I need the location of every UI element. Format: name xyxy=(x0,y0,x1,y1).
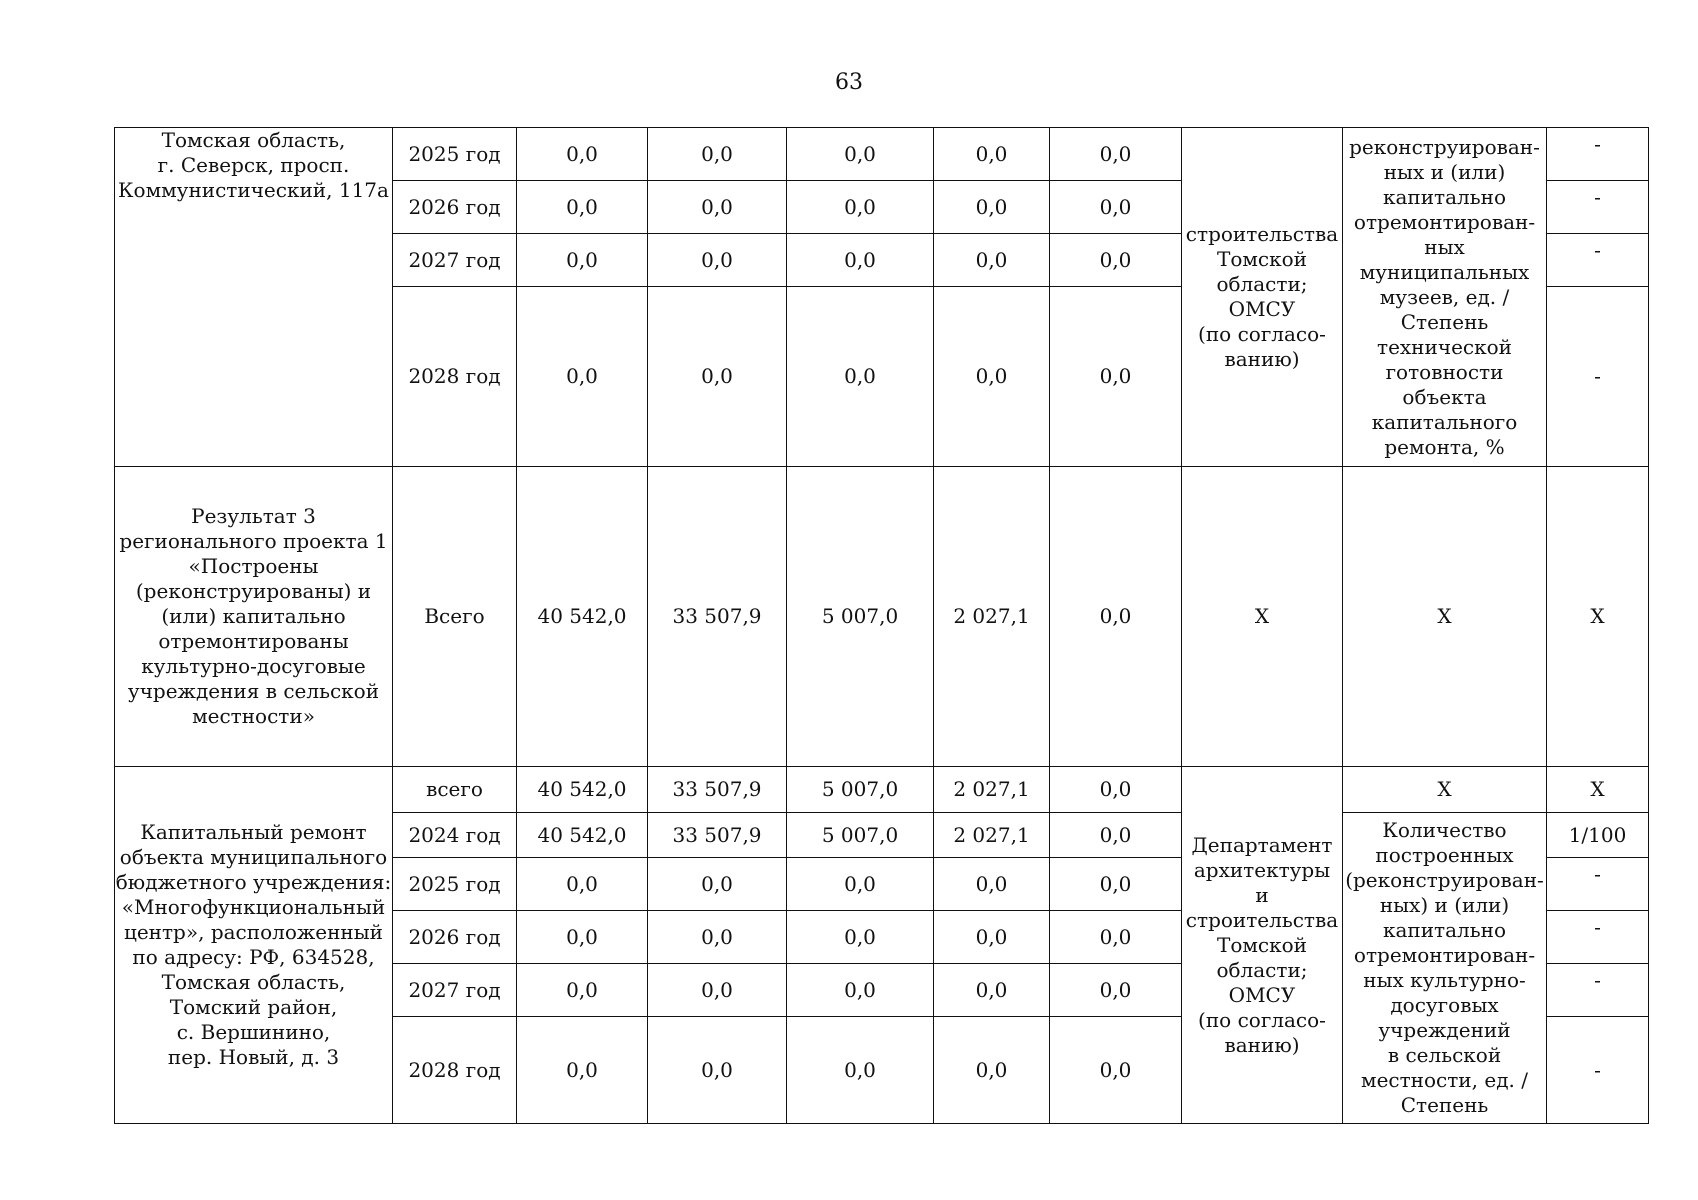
responsible-cell: Департамент архитектуры и строительства Томской области; ОМСУ (по согласо- ванию) xyxy=(1182,767,1343,1124)
period-cell: 2028 год xyxy=(393,287,517,467)
target-cell: - xyxy=(1547,287,1649,467)
value-cell: 0,0 xyxy=(1050,767,1182,813)
value-cell: 0,0 xyxy=(934,1017,1050,1124)
indicator-cell: Количество построенных (реконструирован- ных) и (или) капитально отремонтирован- ных культурно- досуговых учреждений в сельской местности, ед. / Степень xyxy=(1343,813,1547,1124)
value-cell: 0,0 xyxy=(1050,181,1182,234)
value-cell: 0,0 xyxy=(648,287,787,467)
value-cell: 0,0 xyxy=(934,234,1050,287)
value-cell: 33 507,9 xyxy=(648,767,787,813)
value-cell: 0,0 xyxy=(1050,964,1182,1017)
value-cell: 0,0 xyxy=(648,911,787,964)
value-cell: 40 542,0 xyxy=(517,467,648,767)
value-cell: 0,0 xyxy=(1050,234,1182,287)
budget-table xyxy=(114,127,1649,1124)
value-cell: 0,0 xyxy=(787,181,934,234)
value-cell: 2 027,1 xyxy=(934,767,1050,813)
period-cell: 2027 год xyxy=(393,964,517,1017)
value-cell: 0,0 xyxy=(1050,858,1182,911)
value-cell: 0,0 xyxy=(648,181,787,234)
value-cell: 0,0 xyxy=(934,858,1050,911)
value-cell: 5 007,0 xyxy=(787,467,934,767)
table-row xyxy=(115,467,1649,767)
period-cell: 2026 год xyxy=(393,911,517,964)
value-cell: 5 007,0 xyxy=(787,813,934,858)
indicator-cell: реконструирован- ных и (или) капитально отремонтирован- ных муниципальных музеев, ед. / Степень технической готовности объекта капитального ремонта, % xyxy=(1343,128,1547,467)
value-cell: 0,0 xyxy=(517,964,648,1017)
period-cell: 2026 год xyxy=(393,181,517,234)
value-cell: 0,0 xyxy=(934,181,1050,234)
value-cell: 0,0 xyxy=(1050,911,1182,964)
target-cell: Х xyxy=(1547,467,1649,767)
value-cell: 0,0 xyxy=(648,858,787,911)
object-name-cell: Томская область, г. Северск, просп. Коммунистический, 117а xyxy=(115,128,393,467)
target-cell: - xyxy=(1547,234,1649,287)
value-cell: 0,0 xyxy=(934,128,1050,181)
value-cell: 2 027,1 xyxy=(934,467,1050,767)
table-row xyxy=(115,767,1649,813)
value-cell: 33 507,9 xyxy=(648,467,787,767)
period-cell: всего xyxy=(393,767,517,813)
value-cell: 0,0 xyxy=(1050,1017,1182,1124)
value-cell: 0,0 xyxy=(1050,287,1182,467)
value-cell: 0,0 xyxy=(517,1017,648,1124)
value-cell: 0,0 xyxy=(787,1017,934,1124)
target-cell: - xyxy=(1547,911,1649,964)
result-name-cell: Результат 3 регионального проекта 1 «Построены (реконструированы) и (или) капитально отремонтированы культурно-досуговые учреждения в сельской местности» xyxy=(115,467,393,767)
period-cell: 2025 год xyxy=(393,858,517,911)
table-row xyxy=(115,128,1649,181)
target-cell: - xyxy=(1547,1017,1649,1124)
responsible-cell: Х xyxy=(1182,467,1343,767)
period-cell: 2024 год xyxy=(393,813,517,858)
responsible-cell: строительства Томской области; ОМСУ (по согласо- ванию) xyxy=(1182,128,1343,467)
value-cell: 0,0 xyxy=(787,128,934,181)
indicator-cell: Х xyxy=(1343,467,1547,767)
value-cell: 40 542,0 xyxy=(517,813,648,858)
value-cell: 0,0 xyxy=(1050,813,1182,858)
value-cell: 0,0 xyxy=(787,234,934,287)
value-cell: 33 507,9 xyxy=(648,813,787,858)
value-cell: 0,0 xyxy=(517,234,648,287)
target-cell: 1/100 xyxy=(1547,813,1649,858)
period-cell: 2025 год xyxy=(393,128,517,181)
value-cell: 0,0 xyxy=(934,287,1050,467)
value-cell: 0,0 xyxy=(934,911,1050,964)
value-cell: 0,0 xyxy=(787,911,934,964)
value-cell: 0,0 xyxy=(1050,128,1182,181)
object-name-cell: Капитальный ремонт объекта муниципального бюджетного учреждения: «Многофункциональный центр», расположенный по адресу: РФ, 634528, Томская область, Томский район, с. Вершинино, пер. Новый, д. 3 xyxy=(115,767,393,1124)
value-cell: 0,0 xyxy=(517,181,648,234)
value-cell: 5 007,0 xyxy=(787,767,934,813)
value-cell: 0,0 xyxy=(648,234,787,287)
target-cell: - xyxy=(1547,128,1649,181)
value-cell: 0,0 xyxy=(787,858,934,911)
indicator-cell: Х xyxy=(1343,767,1547,813)
value-cell: 40 542,0 xyxy=(517,767,648,813)
period-cell: Всего xyxy=(393,467,517,767)
value-cell: 0,0 xyxy=(1050,467,1182,767)
value-cell: 0,0 xyxy=(934,964,1050,1017)
value-cell: 0,0 xyxy=(648,964,787,1017)
target-cell: Х xyxy=(1547,767,1649,813)
period-cell: 2027 год xyxy=(393,234,517,287)
value-cell: 0,0 xyxy=(787,287,934,467)
value-cell: 0,0 xyxy=(517,128,648,181)
value-cell: 2 027,1 xyxy=(934,813,1050,858)
target-cell: - xyxy=(1547,858,1649,911)
value-cell: 0,0 xyxy=(517,858,648,911)
target-cell: - xyxy=(1547,181,1649,234)
value-cell: 0,0 xyxy=(517,911,648,964)
value-cell: 0,0 xyxy=(787,964,934,1017)
value-cell: 0,0 xyxy=(517,287,648,467)
period-cell: 2028 год xyxy=(393,1017,517,1124)
target-cell: - xyxy=(1547,964,1649,1017)
value-cell: 0,0 xyxy=(648,1017,787,1124)
value-cell: 0,0 xyxy=(648,128,787,181)
page-number: 63 xyxy=(835,70,863,95)
